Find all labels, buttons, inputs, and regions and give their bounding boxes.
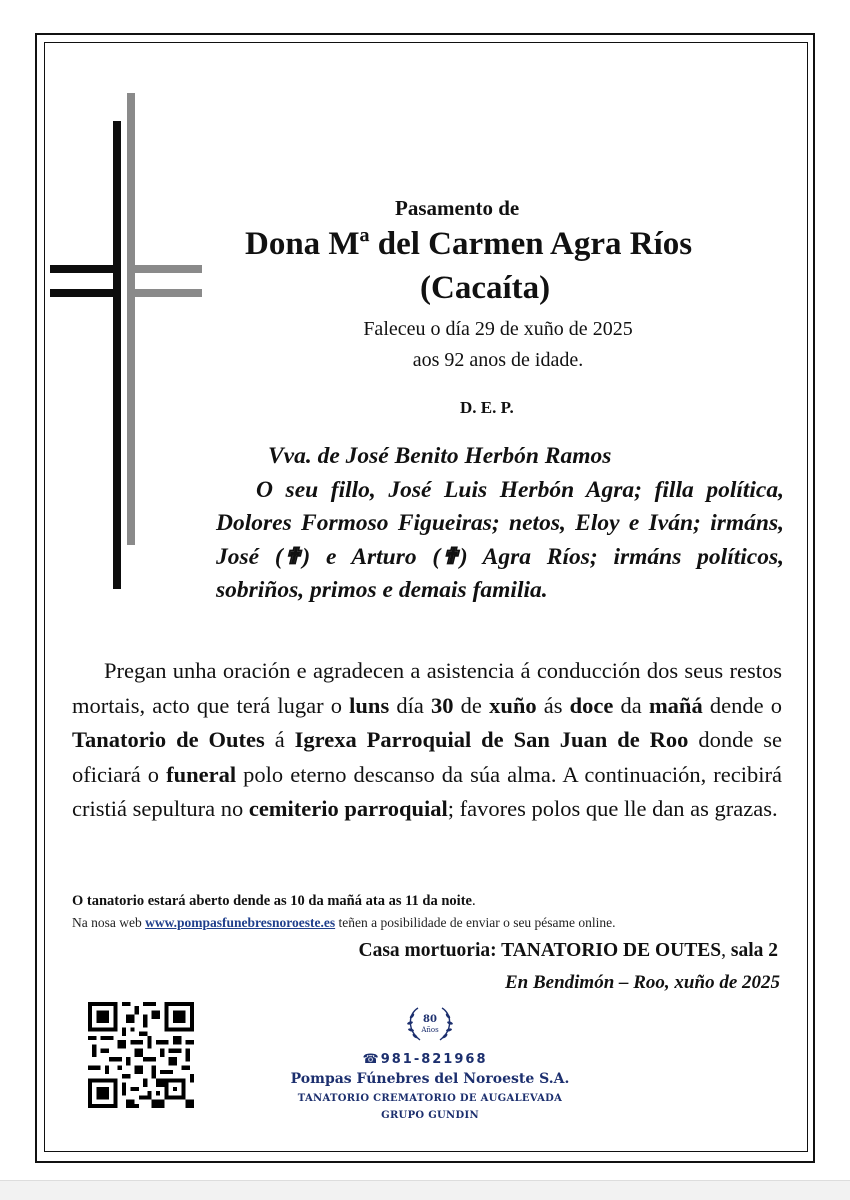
- prayer-day: luns: [349, 692, 390, 718]
- funeral-home-room: sala 2: [730, 940, 778, 961]
- relatives-paragraph: O seu fillo, José Luis Herbón Agra; filla política, Dolores Formoso Figueiras; netos, Eloy e Iván; irmáns, José (✟) e Arturo (✟) Agra Ríos; irmáns políticos, sobriños, primos e demais familia.: [216, 476, 784, 603]
- web-pre: Na nosa web: [72, 915, 146, 930]
- deceased-alias: (Cacaíta): [420, 270, 551, 306]
- prayer-text: polo eterno descanso da súa alma. A continuación, recibirá cristiá sepultura no: [72, 761, 783, 821]
- spouse-line: Vva. de José Benito Herbón Ramos: [268, 443, 612, 469]
- prayer-text: de: [453, 692, 490, 718]
- place-and-date: En Bendimón – Roo, xuño de 2025: [504, 972, 780, 993]
- phone-number: 981-821968: [380, 1052, 488, 1067]
- company-subtitle: TANATORIO CREMATORIO DE AUGALEVADA: [297, 1093, 563, 1104]
- prayer-month: xuño: [489, 692, 537, 718]
- death-age: aos 92 anos de idade.: [412, 349, 584, 371]
- prayer-cemetery: cemiterio parroquial: [248, 796, 448, 821]
- prayer-text: ; favores polos que lle dan as grazas.: [447, 796, 778, 821]
- prayer-date-number: 30: [431, 692, 454, 718]
- prayer-text: dende o: [702, 692, 782, 718]
- funeral-home-name: TANATORIO DE OUTES: [501, 940, 722, 961]
- website-link[interactable]: www.pompasfunebresnoroeste.es: [145, 915, 336, 930]
- phone-line[interactable]: [0, 1052, 850, 1067]
- prayer-text: ás: [536, 692, 570, 718]
- opening-hours-text: O tanatorio estará aberto dende as 10 da mañá ata as 11 da noite: [72, 893, 472, 909]
- cross-black-horizontal-2: [50, 289, 121, 297]
- death-date: Faleceu o día 29 de xuño de 2025: [363, 318, 633, 340]
- prayer-hour: doce: [569, 692, 614, 718]
- rip-text: D. E. P.: [460, 398, 514, 417]
- prayer-church: Igrexa Parroquial de San Juan de Roo: [294, 727, 689, 752]
- cross-gray-horizontal-2: [127, 289, 202, 297]
- cross-black-horizontal: [50, 265, 121, 273]
- logo-number: 80: [423, 1014, 437, 1025]
- heading-pre: Pasamento de: [395, 196, 520, 220]
- funeral-home-line: [359, 940, 778, 962]
- memorial-cross-icon: [50, 93, 202, 593]
- web-condolence-line: [72, 915, 616, 931]
- prayer-text: día: [389, 692, 432, 718]
- funeral-home-sep: ,: [721, 940, 731, 961]
- funeral-home-label: Casa mortuoria:: [358, 940, 502, 961]
- phone-icon: ☎: [362, 1052, 381, 1067]
- anniversary-laurel-logo-icon: [400, 1002, 460, 1046]
- company-group: GRUPO GUNDIN: [381, 1110, 479, 1121]
- prayer-text: Pregan unha oración e agradecen a asistencia á conducción dos seus restos mortais, acto que terá lugar o: [72, 658, 782, 718]
- prayer-time-of-day: mañá: [648, 692, 703, 718]
- prayer-text: da: [613, 692, 649, 718]
- opening-hours: O tanatorio estará aberto dende as 10 da mañá ata as 11 da noite.: [72, 893, 476, 909]
- prayer-funeral: funeral: [166, 761, 237, 787]
- family-block: [216, 440, 784, 608]
- deceased-name: Dona Mª del Carmen Agra Ríos: [245, 226, 693, 262]
- page-bottom-edge: [0, 1180, 850, 1200]
- web-post: teñen a posibilidade de enviar o seu pésame online.: [335, 915, 616, 930]
- logo-word: Años: [421, 1026, 439, 1034]
- prayer-text: á: [264, 727, 295, 752]
- prayer-origin: Tanatorio de Outes: [72, 727, 265, 752]
- prayer-text: donde se oficiará o: [72, 727, 783, 787]
- company-name: Pompas Fúnebres del Noroeste S.A.: [290, 1071, 570, 1087]
- ceremony-paragraph: [72, 654, 782, 827]
- cross-gray-horizontal: [127, 265, 202, 273]
